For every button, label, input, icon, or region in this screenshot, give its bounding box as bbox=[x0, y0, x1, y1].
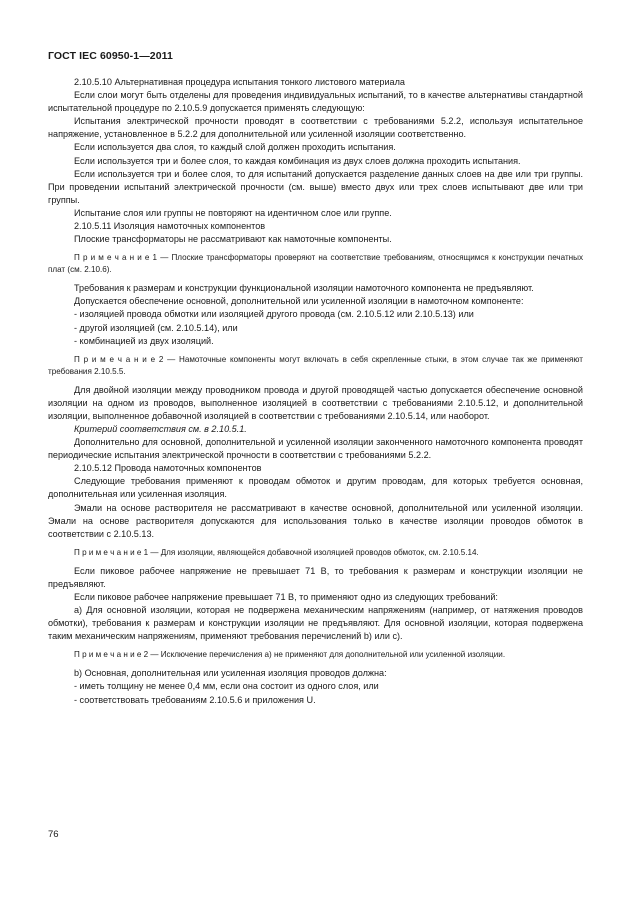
note-3 bbox=[48, 547, 583, 559]
paragraph: Если слои могут быть отделены для проведения индивидуальных испытаний, то в качестве альтернативы стандартной испытательной процедуре по 2.10.5.9 допускается применять следующую: bbox=[48, 90, 583, 114]
list-item: - соответствовать требованиям 2.10.5.6 и приложения U. bbox=[74, 694, 316, 705]
paragraph: Если пиковое рабочее напряжение не превышает 71 В, то требования к размерам и конструкции изоляции не предъявляют. bbox=[48, 565, 583, 589]
paragraph: b) Основная, дополнительная или усиленная изоляция проводов должна: bbox=[74, 668, 387, 679]
paragraph: Допускается обеспечение основной, дополнительной или усиленной изоляции в намоточном компоненте: bbox=[74, 296, 524, 307]
paragraph: Испытание слоя или группы не повторяют на идентичном слое или группе. bbox=[74, 207, 392, 218]
paragraph: Испытания электрической прочности проводят в соответствии с требованиями 5.2.2, используя испытательное напряжение, установленное в 5.2.2 для дополнительной или усиленной изоляции соответственно. bbox=[48, 116, 583, 140]
paragraph: Если используется три и более слоя, то для испытаний допускается разделение данных слоев на две или три группы. При проведении испытаний электрической прочности (см. выше) вместо двух или трех слоев испытывают две или три группы. bbox=[48, 168, 583, 205]
note-label: П р и м е ч а н и е 2 bbox=[74, 650, 149, 660]
paragraph: a) Для основной изоляции, которая не подвержена механическим напряжениям (например, от натяжения проводов обмотки), требования к размерам и конструкции изоляции не предъявляют. Для основной изоляции, которая подвержена таким механическим напряжениям, применяют требования перечислений b) или c). bbox=[48, 605, 583, 642]
note-2 bbox=[48, 354, 583, 378]
paragraph: Если пиковое рабочее напряжение превышает 71 В, то применяют одно из следующих требований: bbox=[74, 592, 498, 602]
list-item: - изоляцией провода обмотки или изоляцией другого провода (см. 2.10.5.12 или 2.10.5.13) или bbox=[74, 309, 474, 320]
document-body bbox=[48, 76, 583, 707]
paragraph: Для двойной изоляции между проводником провода и другой проводящей частью допускается обеспечение основной изоляции на одном из проводов, выполненное изоляцией в соответствии с требованиями 2.10.5.12, и дополнительной изоляции, выполненное добавочной изоляцией в соответствии с требованиями 2.10.5.14, или наоборот. bbox=[48, 384, 583, 421]
note-1 bbox=[48, 252, 583, 276]
page-number: 76 bbox=[48, 829, 59, 840]
list-item: - комбинацией из двух изоляций. bbox=[74, 335, 214, 346]
note-label: П р и м е ч а н и е 1 bbox=[74, 253, 158, 263]
paragraph: Дополнительно для основной, дополнительной и усиленной изоляции законченного намоточного компонента проводят периодические испытания электрической прочности в соответствии с требованиями 5.2.2. bbox=[48, 437, 583, 461]
paragraph: Если используется три и более слоя, то каждая комбинация из двух слоев должна проходить испытания. bbox=[74, 155, 521, 166]
note-label: П р и м е ч а н и е 1 bbox=[74, 547, 149, 557]
paragraph: Следующие требования применяют к проводам обмоток и другим проводам, для которых требуется основная, дополнительная или усиленная изоляция. bbox=[48, 476, 583, 500]
list-item: - другой изоляцией (см. 2.10.5.14), или bbox=[74, 322, 238, 333]
note-text: — Для изоляции, являющейся добавочной изоляцией проводов обмоток, см. 2.10.5.14. bbox=[148, 547, 479, 557]
note-4 bbox=[48, 649, 583, 661]
paragraph: Эмали на основе растворителя не рассматривают в качестве основной, дополнительной или усиленной изоляции. Эмали на основе растворителя допускаются для использования только в качестве изоляции проводов обмоток в соответствии с 2.10.5.13. bbox=[48, 502, 583, 539]
paragraph: Если используется два слоя, то каждый слой должен проходить испытания. bbox=[74, 142, 396, 153]
paragraph: Плоские трансформаторы не рассматривают как намоточные компоненты. bbox=[74, 234, 392, 245]
note-text: — Исключение перечисления a) не применяют для дополнительной или усиленной изоляции. bbox=[148, 650, 506, 660]
standard-header: ГОСТ IEC 60950-1—2011 bbox=[48, 50, 173, 62]
list-item: - иметь толщину не менее 0,4 мм, если она состоит из одного слоя, или bbox=[74, 681, 379, 692]
section-heading-2-10-5-10: 2.10.5.10 Альтернативная процедура испытания тонкого листового материала bbox=[74, 77, 405, 87]
section-heading-2-10-5-11: 2.10.5.11 Изоляция намоточных компонентов bbox=[74, 221, 266, 232]
note-text: — Плоские трансформаторы проверяют на соответствие требованиям, относящимся к конструкции печатных плат (см. 2.10.6). bbox=[48, 253, 584, 275]
section-heading-2-10-5-12: 2.10.5.12 Провода намоточных компонентов bbox=[74, 463, 262, 474]
note-label: П р и м е ч а н и е 2 bbox=[74, 354, 164, 364]
compliance-criterion: Критерий соответствия см. в 2.10.5.1. bbox=[74, 423, 247, 434]
note-text: — Намоточные компоненты могут включать в себя скрепленные стыки, в этом случае так же применяют требования 2.10.5.5. bbox=[48, 354, 583, 376]
paragraph: Требования к размерам и конструкции функциональной изоляции намоточного компонента не предъявляют. bbox=[74, 283, 534, 294]
